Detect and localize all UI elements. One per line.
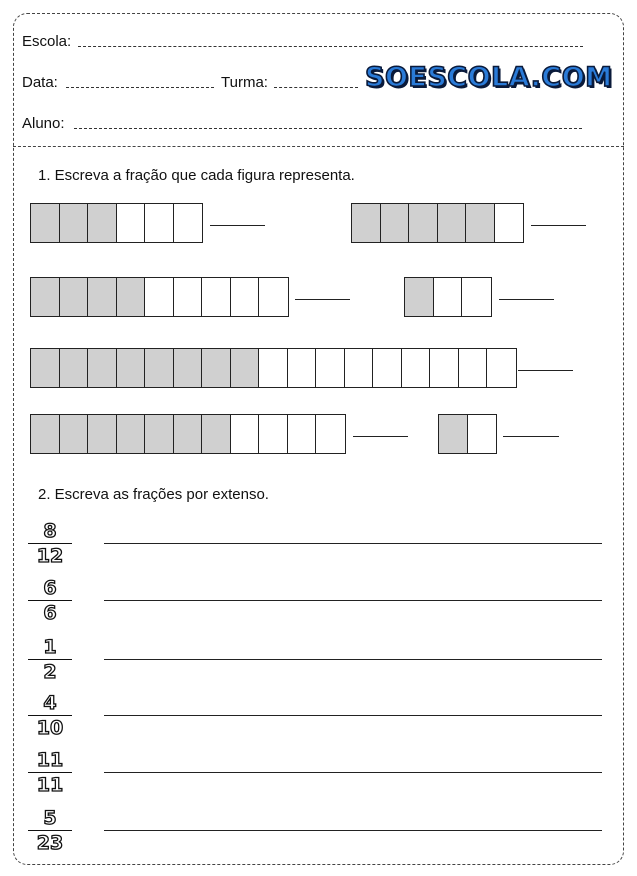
fraction-figure-7 xyxy=(438,414,497,454)
empty-cell xyxy=(202,278,231,316)
empty-cell xyxy=(434,278,463,316)
empty-cell xyxy=(373,349,402,387)
fraction-4 xyxy=(28,692,72,739)
empty-cell xyxy=(462,278,491,316)
shaded-cell xyxy=(60,415,89,453)
shaded-cell xyxy=(60,349,89,387)
empty-cell xyxy=(468,415,497,453)
empty-cell xyxy=(145,204,174,242)
writing-line-1[interactable] xyxy=(104,543,602,544)
empty-cell xyxy=(459,349,488,387)
fraction-figure-1 xyxy=(30,203,203,243)
data-field[interactable] xyxy=(66,87,214,88)
escola-label: Escola: xyxy=(22,33,72,50)
shaded-cell xyxy=(439,415,468,453)
shaded-cell xyxy=(352,204,381,242)
answer-line-5[interactable] xyxy=(518,370,573,371)
fraction-numerator: 11 xyxy=(36,749,64,771)
answer-line-1[interactable] xyxy=(210,225,265,226)
fraction-bar xyxy=(28,715,72,716)
fraction-figure-2 xyxy=(351,203,524,243)
empty-cell xyxy=(345,349,374,387)
fraction-denominator: 12 xyxy=(36,545,64,567)
fraction-denominator: 6 xyxy=(43,602,57,624)
shaded-cell xyxy=(117,349,146,387)
fraction-bar xyxy=(28,659,72,660)
empty-cell xyxy=(231,415,260,453)
fraction-1 xyxy=(28,520,72,567)
answer-line-7[interactable] xyxy=(503,436,559,437)
empty-cell xyxy=(259,415,288,453)
fraction-numerator: 4 xyxy=(43,692,57,714)
fraction-denominator: 23 xyxy=(36,832,64,854)
empty-cell xyxy=(487,349,516,387)
shaded-cell xyxy=(174,415,203,453)
answer-line-4[interactable] xyxy=(499,299,554,300)
shaded-cell xyxy=(60,278,89,316)
fraction-3 xyxy=(28,636,72,683)
header-divider xyxy=(13,146,624,147)
shaded-cell xyxy=(31,278,60,316)
writing-line-5[interactable] xyxy=(104,772,602,773)
fraction-denominator: 2 xyxy=(43,661,57,683)
empty-cell xyxy=(174,204,203,242)
empty-cell xyxy=(174,278,203,316)
shaded-cell xyxy=(145,415,174,453)
empty-cell xyxy=(259,349,288,387)
fraction-numerator: 8 xyxy=(43,520,57,542)
shaded-cell xyxy=(145,349,174,387)
shaded-cell xyxy=(381,204,410,242)
turma-field[interactable] xyxy=(274,87,358,88)
shaded-cell xyxy=(231,349,260,387)
shaded-cell xyxy=(60,204,89,242)
answer-line-3[interactable] xyxy=(295,299,350,300)
aluno-field[interactable] xyxy=(74,128,582,129)
answer-line-2[interactable] xyxy=(531,225,586,226)
fraction-denominator: 11 xyxy=(36,774,64,796)
fraction-numerator: 6 xyxy=(43,577,57,599)
shaded-cell xyxy=(438,204,467,242)
fraction-figure-5 xyxy=(30,348,517,388)
writing-line-4[interactable] xyxy=(104,715,602,716)
shaded-cell xyxy=(202,349,231,387)
logo: SOESCOLA.COM xyxy=(365,62,613,93)
question-1-title: 1. Escreva a fração que cada figura representa. xyxy=(38,167,355,184)
writing-line-2[interactable] xyxy=(104,600,602,601)
fraction-bar xyxy=(28,772,72,773)
shaded-cell xyxy=(405,278,434,316)
shaded-cell xyxy=(31,415,60,453)
fraction-bar xyxy=(28,600,72,601)
shaded-cell xyxy=(31,204,60,242)
fraction-numerator: 5 xyxy=(43,807,57,829)
empty-cell xyxy=(402,349,431,387)
empty-cell xyxy=(145,278,174,316)
fraction-figure-4 xyxy=(404,277,492,317)
empty-cell xyxy=(231,278,260,316)
fraction-2 xyxy=(28,577,72,624)
shaded-cell xyxy=(88,278,117,316)
escola-field[interactable] xyxy=(78,46,583,47)
empty-cell xyxy=(430,349,459,387)
shaded-cell xyxy=(117,278,146,316)
empty-cell xyxy=(495,204,524,242)
empty-cell xyxy=(288,415,317,453)
shaded-cell xyxy=(88,204,117,242)
shaded-cell xyxy=(88,415,117,453)
fraction-denominator: 10 xyxy=(36,717,64,739)
fraction-figure-6 xyxy=(30,414,346,454)
shaded-cell xyxy=(31,349,60,387)
empty-cell xyxy=(316,415,345,453)
fraction-bar xyxy=(28,543,72,544)
fraction-figure-3 xyxy=(30,277,289,317)
shaded-cell xyxy=(174,349,203,387)
fraction-6 xyxy=(28,807,72,854)
shaded-cell xyxy=(88,349,117,387)
data-label: Data: xyxy=(22,74,58,91)
fraction-numerator: 1 xyxy=(43,636,57,658)
empty-cell xyxy=(316,349,345,387)
empty-cell xyxy=(259,278,288,316)
fraction-bar xyxy=(28,830,72,831)
shaded-cell xyxy=(117,415,146,453)
aluno-label: Aluno: xyxy=(22,115,65,132)
turma-label: Turma: xyxy=(221,74,268,91)
empty-cell xyxy=(288,349,317,387)
empty-cell xyxy=(117,204,146,242)
answer-line-6[interactable] xyxy=(353,436,408,437)
fraction-5 xyxy=(28,749,72,796)
question-2-title: 2. Escreva as frações por extenso. xyxy=(38,486,269,503)
writing-line-3[interactable] xyxy=(104,659,602,660)
shaded-cell xyxy=(202,415,231,453)
writing-line-6[interactable] xyxy=(104,830,602,831)
shaded-cell xyxy=(409,204,438,242)
shaded-cell xyxy=(466,204,495,242)
